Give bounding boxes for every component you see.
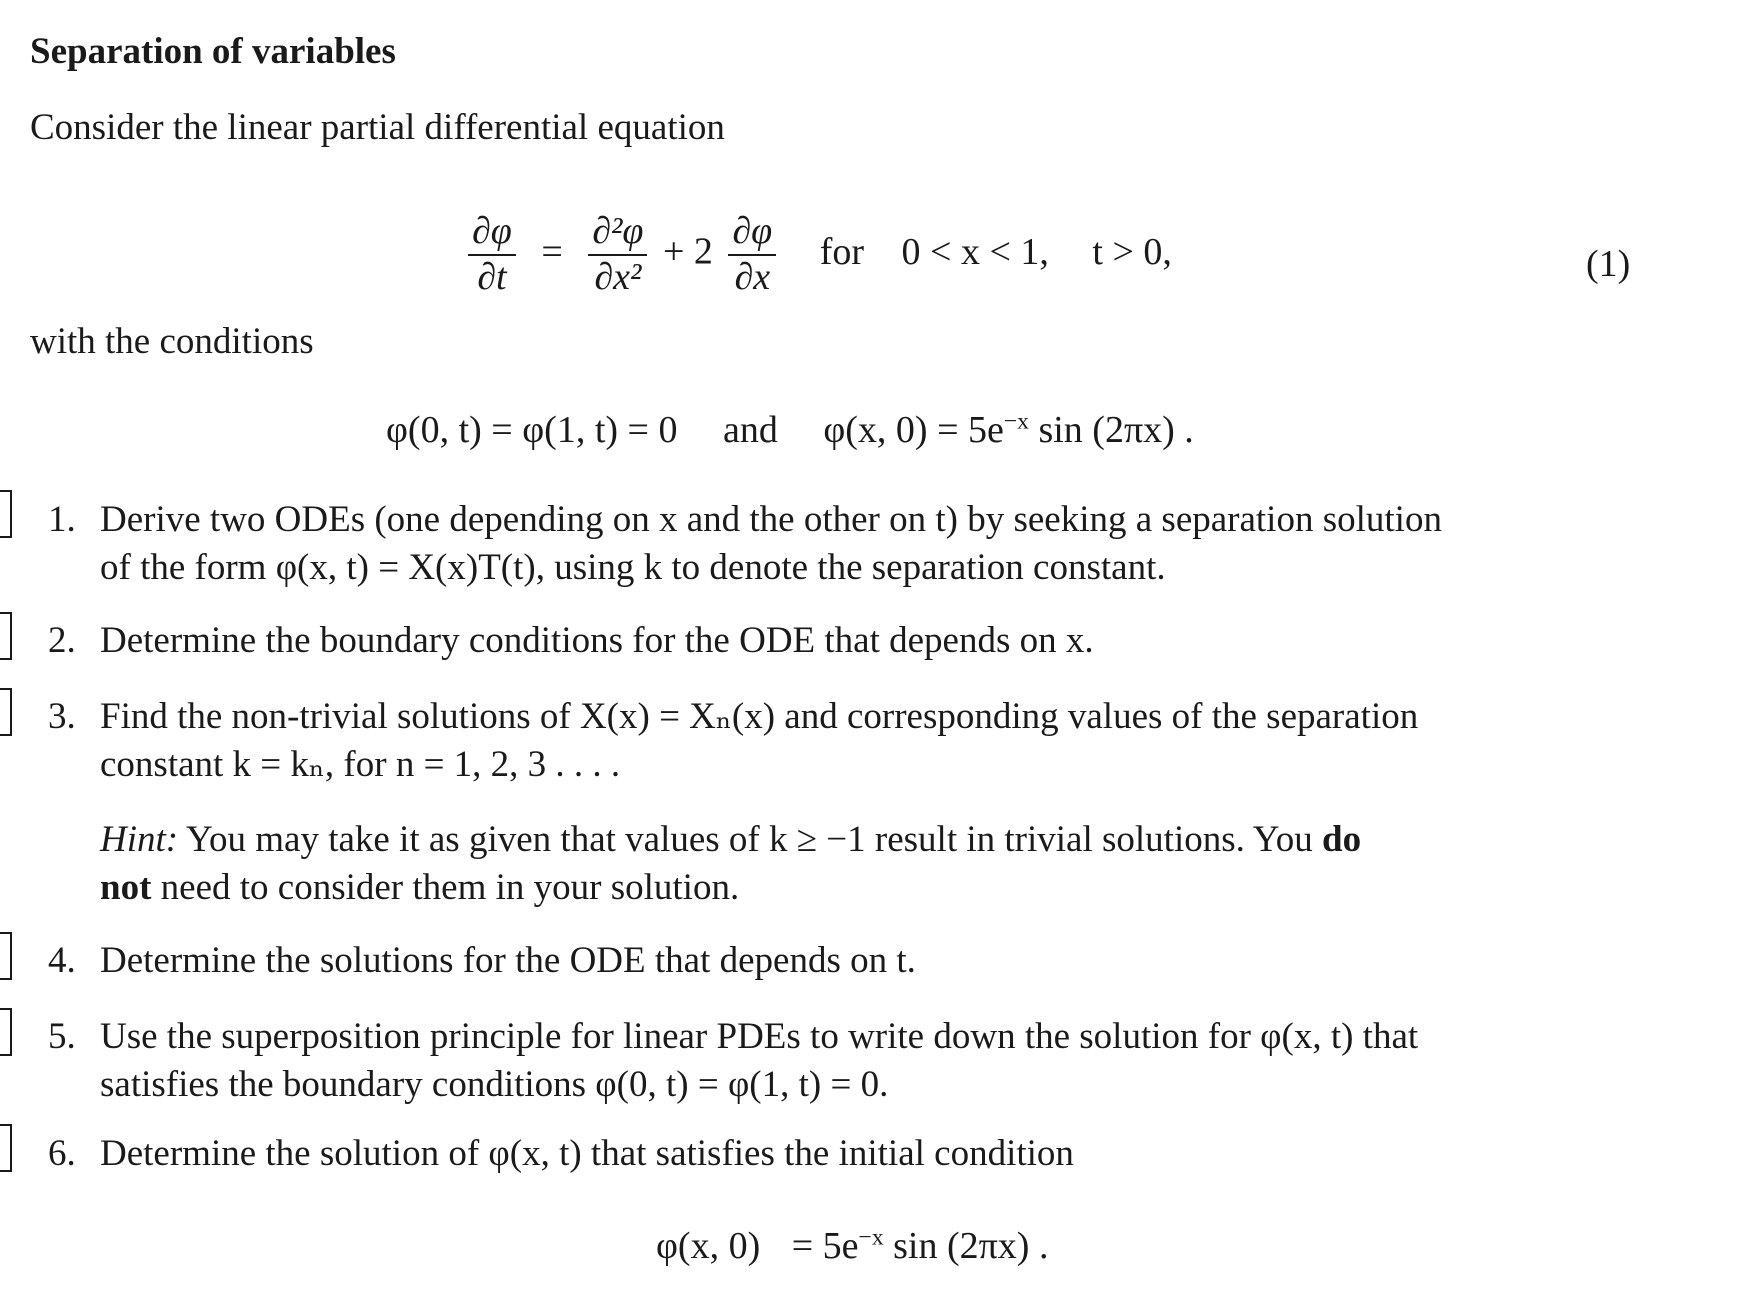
conditions-equation (386, 408, 1194, 452)
item-6-marker (0, 1124, 12, 1172)
hint-paragraph (100, 816, 1361, 912)
item-number: 3. (48, 696, 76, 737)
item-5-marker (0, 1008, 12, 1056)
final-lhs: φ(x, 0) (656, 1225, 761, 1267)
question-item-2 (48, 617, 1648, 665)
first-derivative-numerator: ∂φ (728, 212, 776, 256)
item-number: 2. (48, 620, 76, 661)
item-text-line-2: of the form φ(x, t) = X(x)T(t), using k to denote the separation constant. (100, 547, 1166, 588)
t-domain: t > 0, (1092, 230, 1172, 273)
item-text-line-1: Derive two ODEs (one depending on x and the other on t) by seeking a separation solution (100, 499, 1442, 540)
item-text-line-1: Find the non-trivial solutions of X(x) = Xₙ(x) and corresponding values of the separation (100, 696, 1419, 737)
item-text-line-1: Determine the solutions for the ODE that depends on t. (100, 940, 916, 981)
item-text-line-1: Determine the solution of φ(x, t) that satisfies the initial condition (100, 1133, 1074, 1174)
item-number: 4. (48, 940, 76, 981)
final-exponent: −x (858, 1224, 884, 1251)
lhs-numerator: ∂φ (468, 212, 516, 256)
question-item-6 (48, 1130, 1648, 1178)
item-2-marker (0, 612, 12, 660)
second-derivative-fraction (588, 212, 647, 298)
initial-condition: φ(x, 0) = 5e (823, 409, 1004, 451)
initial-condition-exponent: −x (1003, 408, 1029, 435)
item-text-line-1: Determine the boundary conditions for the ODE that depends on x. (100, 620, 1094, 661)
hint-text-1: You may take it as given that values of k ≥ −1 result in trivial solutions. You (178, 819, 1323, 860)
equals-sign: = (541, 230, 563, 273)
item-1-marker (0, 490, 12, 538)
final-equals: = 5e (791, 1225, 859, 1267)
question-item-3 (48, 693, 1648, 785)
conditions-intro: with the conditions (30, 321, 314, 362)
question-item-1 (48, 496, 1648, 588)
question-item-4 (48, 937, 1648, 985)
item-3-marker (0, 688, 12, 736)
item-text-line-2: satisfies the boundary conditions φ(0, t) = φ(1, t) = 0. (100, 1064, 889, 1105)
hint-text-2: need to consider them in your solution. (151, 867, 740, 908)
first-derivative-denominator: ∂x (734, 255, 771, 298)
boundary-conditions: φ(0, t) = φ(1, t) = 0 (386, 409, 678, 451)
item-text-line-2: constant k = kₙ, for n = 1, 2, 3 . . . . (100, 744, 621, 785)
second-derivative-denominator: ∂x² (594, 255, 642, 298)
question-item-5 (48, 1013, 1648, 1105)
lhs-fraction (468, 212, 516, 298)
hint-bold-not: not (100, 867, 152, 908)
item-number: 5. (48, 1016, 76, 1057)
item-text-line-1: Use the superposition principle for linear PDEs to write down the solution for φ(x, t) that (100, 1016, 1419, 1057)
intro-text: Consider the linear partial differential equation (30, 107, 725, 148)
second-derivative-numerator: ∂²φ (588, 212, 647, 256)
pde-equation (462, 212, 1172, 298)
x-domain: 0 < x < 1, (901, 230, 1049, 273)
first-derivative-fraction (728, 212, 776, 298)
lhs-denominator: ∂t (477, 255, 507, 298)
item-number: 6. (48, 1133, 76, 1174)
initial-condition-tail: sin (2πx) . (1028, 409, 1194, 451)
plus-two: + 2 (662, 230, 713, 273)
final-initial-condition (656, 1224, 1048, 1268)
hint-label: Hint: (100, 819, 179, 860)
item-4-marker (0, 932, 12, 980)
for-word: for (819, 230, 865, 273)
section-title: Separation of variables (30, 31, 396, 72)
item-number: 1. (48, 499, 76, 540)
final-tail: sin (2πx) . (883, 1225, 1049, 1267)
and-word: and (722, 409, 778, 451)
equation-number: (1) (1586, 243, 1631, 285)
hint-bold-do: do (1322, 819, 1362, 860)
